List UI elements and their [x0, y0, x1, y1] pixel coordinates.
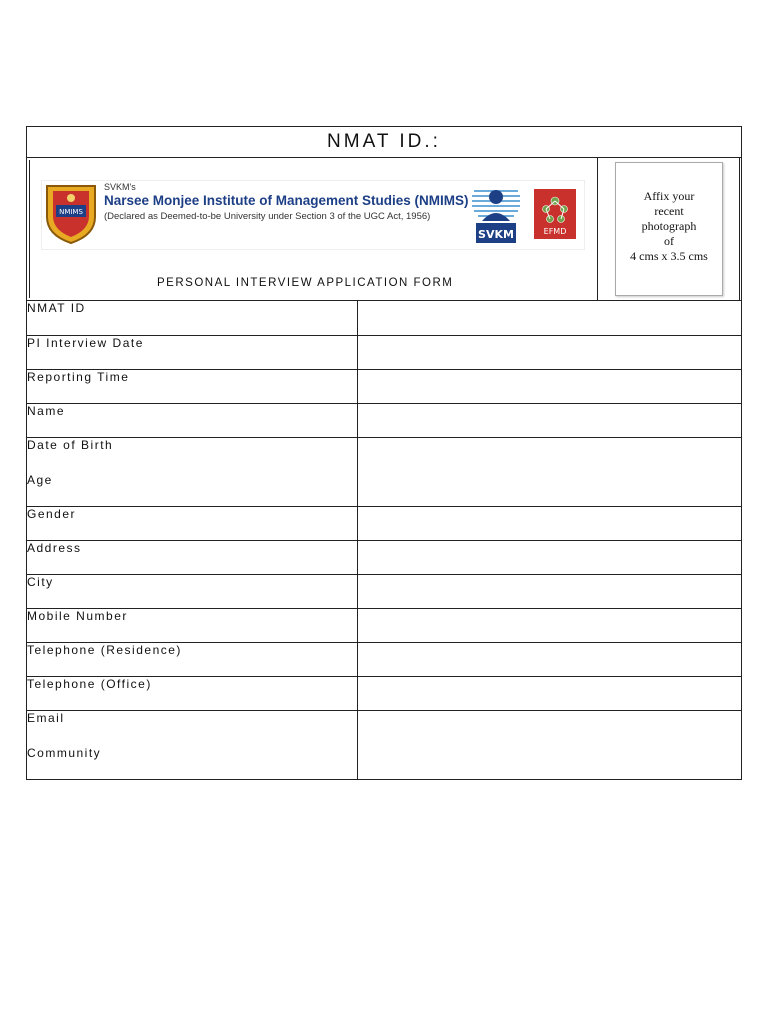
field-value-tel-residence[interactable] — [357, 642, 741, 676]
table-row — [27, 676, 741, 710]
field-label-dob-age — [27, 437, 357, 506]
interview-form — [26, 126, 742, 780]
institute-subtitle: (Declared as Deemed-to-be University under Section 3 of the UGC Act, 1956) — [104, 211, 431, 222]
nmims-crest-logo — [44, 183, 98, 245]
field-value-nmat-id[interactable] — [357, 301, 741, 335]
table-row — [27, 437, 741, 506]
field-label-name: Name — [27, 403, 357, 437]
field-label-tel-residence: Telephone (Residence) — [27, 642, 357, 676]
table-row — [27, 301, 741, 335]
field-value-tel-office[interactable] — [357, 676, 741, 710]
field-label-community: Community — [27, 745, 102, 760]
table-row — [27, 335, 741, 369]
table-row — [27, 710, 741, 779]
table-row — [27, 574, 741, 608]
field-label-reporting-time: Reporting Time — [27, 369, 357, 403]
divider — [739, 158, 740, 300]
field-label-dob: Date of Birth — [27, 437, 114, 452]
photo-placeholder — [615, 162, 723, 296]
field-value-pi-date[interactable] — [357, 335, 741, 369]
divider — [29, 160, 30, 298]
institute-banner — [41, 180, 585, 250]
field-label-email: Email — [27, 710, 65, 725]
field-value-gender[interactable] — [357, 506, 741, 540]
table-row — [27, 642, 741, 676]
field-value-dob-age[interactable] — [357, 437, 741, 506]
svkm-logo — [470, 181, 522, 247]
svg-text:EFMD: EFMD — [543, 227, 567, 236]
fields-table — [27, 301, 741, 779]
field-value-address[interactable] — [357, 540, 741, 574]
field-value-city[interactable] — [357, 574, 741, 608]
svg-text:SVKM: SVKM — [478, 228, 514, 241]
efmd-logo — [534, 189, 576, 239]
field-label-tel-office: Telephone (Office) — [27, 676, 357, 710]
svg-text:NMIMS: NMIMS — [59, 208, 83, 216]
field-label-gender: Gender — [27, 506, 357, 540]
institute-name: Narsee Monjee Institute of Management Studies (NMIMS) — [104, 193, 469, 208]
photo-instructions: Affix your recent photograph of 4 cms x 3.5 cms — [630, 189, 708, 263]
form-title: PERSONAL INTERVIEW APPLICATION FORM — [157, 277, 454, 289]
field-value-name[interactable] — [357, 403, 741, 437]
field-label-email-community — [27, 710, 357, 779]
svkm-prefix: SVKM's — [104, 182, 136, 192]
field-value-email-community[interactable] — [357, 710, 741, 779]
field-label-age: Age — [27, 472, 53, 487]
field-label-city: City — [27, 574, 357, 608]
table-row — [27, 540, 741, 574]
field-label-pi-date: PI Interview Date — [27, 335, 357, 369]
table-row — [27, 369, 741, 403]
table-row — [27, 506, 741, 540]
nmat-id-title: NMAT ID.: — [27, 127, 741, 158]
form-header — [27, 158, 741, 301]
table-row — [27, 608, 741, 642]
table-row — [27, 403, 741, 437]
field-label-address: Address — [27, 540, 357, 574]
field-label-mobile: Mobile Number — [27, 608, 357, 642]
field-value-reporting-time[interactable] — [357, 369, 741, 403]
field-value-mobile[interactable] — [357, 608, 741, 642]
field-label-nmat-id: NMAT ID — [27, 301, 357, 335]
divider — [597, 158, 598, 300]
